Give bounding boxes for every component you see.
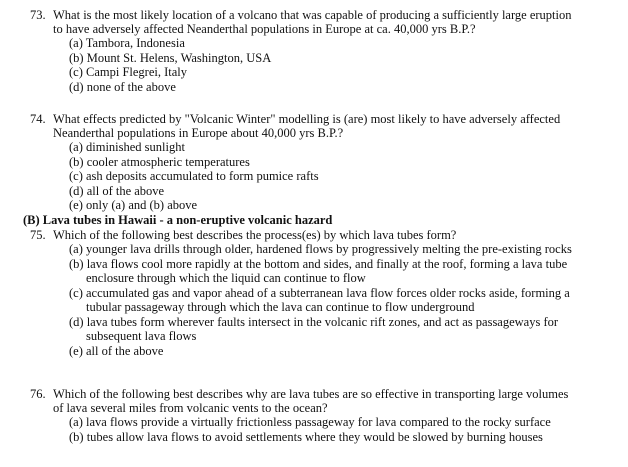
options-list — [69, 36, 620, 94]
options-list — [69, 242, 620, 358]
question-stem: What effects predicted by "Volcanic Winter" modelling is (are) most likely to have adversely affected Neanderthal populations in Europe about 40,000 yrs B.P.? — [53, 112, 561, 140]
option-a: (a) Tambora, Indonesia — [69, 36, 185, 50]
option-c: (c) accumulated gas and vapor ahead of a subterranean lava flow forces older rocks aside, forming a tubular passageway through which the lava can continue to flow underground — [69, 285, 570, 314]
question-number: 76. — [30, 387, 46, 401]
option-e: (e) only (a) and (b) above — [69, 198, 198, 212]
option-b: (b) Mount St. Helens, Washington, USA — [69, 50, 272, 65]
option-a: (a) lava flows provide a virtually frictionless passageway for lava compared to the rocky surface — [69, 415, 551, 429]
option-a: (a) diminished sunlight — [69, 140, 185, 154]
question-74 — [30, 112, 620, 213]
option-a: (a) younger lava drills through older, hardened flows by progressively melting the pre-existing rocks — [69, 242, 572, 256]
option-b: (b) tubes allow lava flows to avoid settlements where they would be slowed by burning houses — [69, 429, 543, 444]
option-d: (d) lava tubes form wherever faults intersect in the volcanic rift zones, and act as passageways for subsequent lava flows — [69, 314, 559, 343]
option-c: (c) ash deposits accumulated to form pumice rafts — [69, 169, 319, 183]
question-number: 73. — [30, 8, 46, 22]
options-list — [69, 140, 620, 213]
question-number: 74. — [30, 112, 46, 126]
question-stem: What is the most likely location of a volcano that was capable of producing a sufficiently large eruption to have adversely affected Neanderthal populations in Europe at ca. 40,000 yrs B.P.? — [53, 8, 572, 36]
question-76 — [30, 387, 620, 444]
question-75 — [30, 228, 620, 358]
section-heading: (B) Lava tubes in Hawaii - a non-eruptive volcanic hazard — [23, 213, 333, 227]
question-stem: Which of the following best describes why are lava tubes are so effective in transporting large volumes of lava several miles from volcanic vents to the ocean? — [53, 387, 569, 415]
question-73 — [30, 8, 620, 94]
option-e: (e) all of the above — [69, 343, 164, 358]
option-b: (b) lava flows cool more rapidly at the bottom and sides, and finally at the roof, forming a lava tube enclosure through which the liquid can continue to flow — [69, 256, 568, 285]
option-c: (c) Campi Flegrei, Italy — [69, 65, 188, 79]
options-list — [69, 415, 620, 444]
option-b: (b) cooler atmospheric temperatures — [69, 154, 250, 169]
option-d: (d) all of the above — [69, 183, 165, 198]
question-stem: Which of the following best describes the process(es) by which lava tubes form? — [53, 228, 457, 242]
question-number: 75. — [30, 228, 46, 242]
option-d: (d) none of the above — [69, 79, 176, 94]
